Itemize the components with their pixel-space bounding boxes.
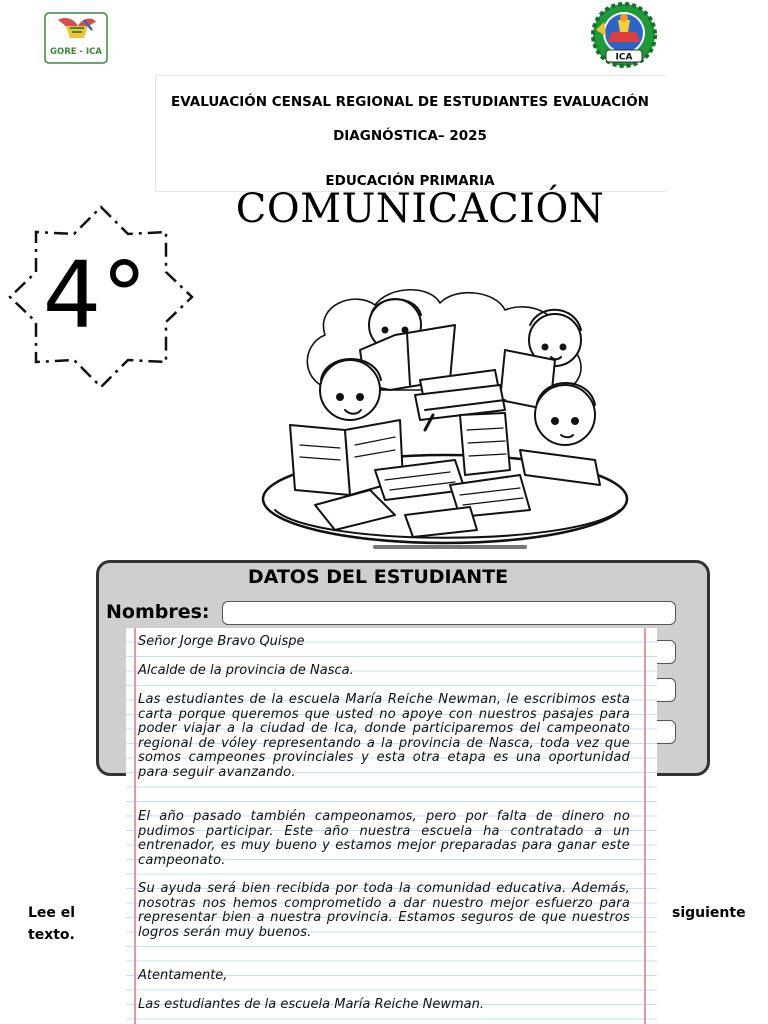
paper-margin-line-right <box>644 628 646 1024</box>
letter-signature: Las estudiantes de la escuela María Reiche Newman. <box>138 997 485 1012</box>
title-line-2: DIAGNÓSTICA– 2025 <box>333 128 487 144</box>
subject-title: COMUNICACIÓN <box>235 186 605 232</box>
instruction-left-line2: texto. <box>28 927 75 943</box>
letter-paragraph-3: Su ayuda será bien recibida por toda la comunidad educativa. Además, nosotras nos hemos comprometido a dar nuestro mejor esfuerzo para representar bien a nuestra provincia. Estamos seguros de que nuestros logros serán muy buenos. <box>138 881 630 940</box>
gore-ica-logo <box>44 12 108 64</box>
letter-greeting: Señor Jorge Bravo Quispe <box>138 634 305 649</box>
name-field[interactable] <box>222 601 676 625</box>
student-card-title: DATOS DEL ESTUDIANTE <box>247 566 509 588</box>
name-label: Nombres: <box>106 601 210 623</box>
letter-closing: Atentamente, <box>138 968 228 983</box>
children-reading-illustration <box>255 285 650 557</box>
paper-margin-line-left <box>134 628 136 1024</box>
gore-logo-text: GORE - ICA <box>50 47 102 57</box>
instruction-left-line1: Lee el <box>28 905 76 921</box>
instruction-right: siguiente <box>672 905 746 921</box>
svg-text:ICA: ICA <box>615 52 633 63</box>
grade-number: 4° <box>42 242 148 349</box>
education-level: EDUCACIÓN PRIMARIA <box>325 173 495 189</box>
instruction-left <box>28 902 75 946</box>
letter-paragraph-2: El año pasado también campeonamos, pero por falta de dinero no pudimos participar. Este año nuestra escuela ha contratado a un entrenador, es muy bueno y estamos mejor preparadas para ganar este campeonato. <box>138 809 630 868</box>
ica-emblem-logo <box>588 2 658 68</box>
letter-paragraph-1: Las estudiantes de la escuela María Reiche Newman, le escribimos esta carta porque queremos que usted no apoye con nuestros pasajes para poder viajar a la ciudad de Ica, donde participaremos del campeonato regional de vóley representando a la provincia de Nasca, toda vez que somos campeones provinciales y esta otra etapa es una oportunidad para seguir avanzando. <box>138 692 630 780</box>
letter-recipient: Alcalde de la provincia de Nasca. <box>138 663 354 678</box>
title-line-1: EVALUACIÓN CENSAL REGIONAL DE ESTUDIANTES EVALUACIÓN <box>171 94 649 110</box>
